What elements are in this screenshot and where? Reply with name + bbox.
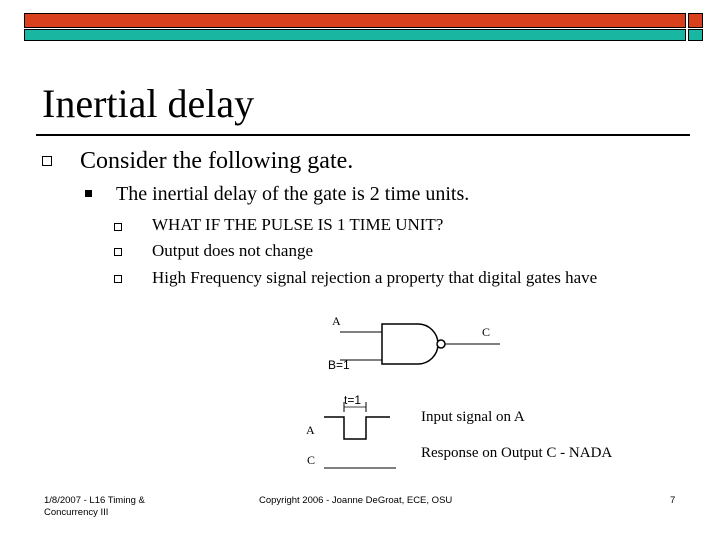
footer-copyright: Copyright 2006 - Joanne DeGroat, ECE, OSU bbox=[259, 495, 453, 506]
gate-input-a-label: A bbox=[332, 314, 341, 328]
input-signal-caption: Input signal on A bbox=[421, 409, 525, 425]
footer-page-number: 7 bbox=[670, 495, 676, 506]
gate-input-b-label: B=1 bbox=[328, 358, 350, 372]
bullet-level2-text: The inertial delay of the gate is 2 time units. bbox=[116, 183, 470, 205]
signal-a-waveform bbox=[324, 417, 390, 439]
bullet-level3-item: WHAT IF THE PULSE IS 1 TIME UNIT? bbox=[152, 215, 444, 234]
title-divider bbox=[36, 134, 690, 136]
hollow-square-bullet-icon bbox=[114, 248, 122, 256]
waveform-diagram bbox=[310, 392, 420, 472]
slide-title: Inertial delay bbox=[42, 81, 255, 126]
gate-output-c-label: C bbox=[482, 325, 491, 339]
bullet-level3-item: High Frequency signal rejection a property that digital gates have bbox=[152, 268, 598, 287]
header-bar-red bbox=[24, 13, 686, 28]
hollow-square-bullet-icon bbox=[114, 223, 122, 231]
output-response-caption: Response on Output C - NADA bbox=[421, 445, 613, 461]
header-square-teal bbox=[688, 29, 703, 41]
filled-square-bullet-icon bbox=[85, 190, 92, 197]
footer-course-info: 1/8/2007 - L16 Timing & Concurrency III bbox=[44, 495, 145, 518]
header-bar-teal bbox=[24, 29, 686, 41]
bullet-level3-item: Output does not change bbox=[152, 241, 313, 260]
and-gate-icon bbox=[382, 324, 438, 364]
signal-a-label: A bbox=[306, 423, 315, 437]
signal-c-label: C bbox=[307, 453, 316, 467]
hollow-square-bullet-icon bbox=[114, 275, 122, 283]
pulse-width-label: t=1 bbox=[344, 393, 362, 407]
inverter-bubble-icon bbox=[437, 340, 445, 348]
hollow-square-bullet-icon bbox=[42, 156, 52, 166]
header-square-red bbox=[688, 13, 703, 28]
bullet-level1-text: Consider the following gate. bbox=[80, 148, 354, 174]
